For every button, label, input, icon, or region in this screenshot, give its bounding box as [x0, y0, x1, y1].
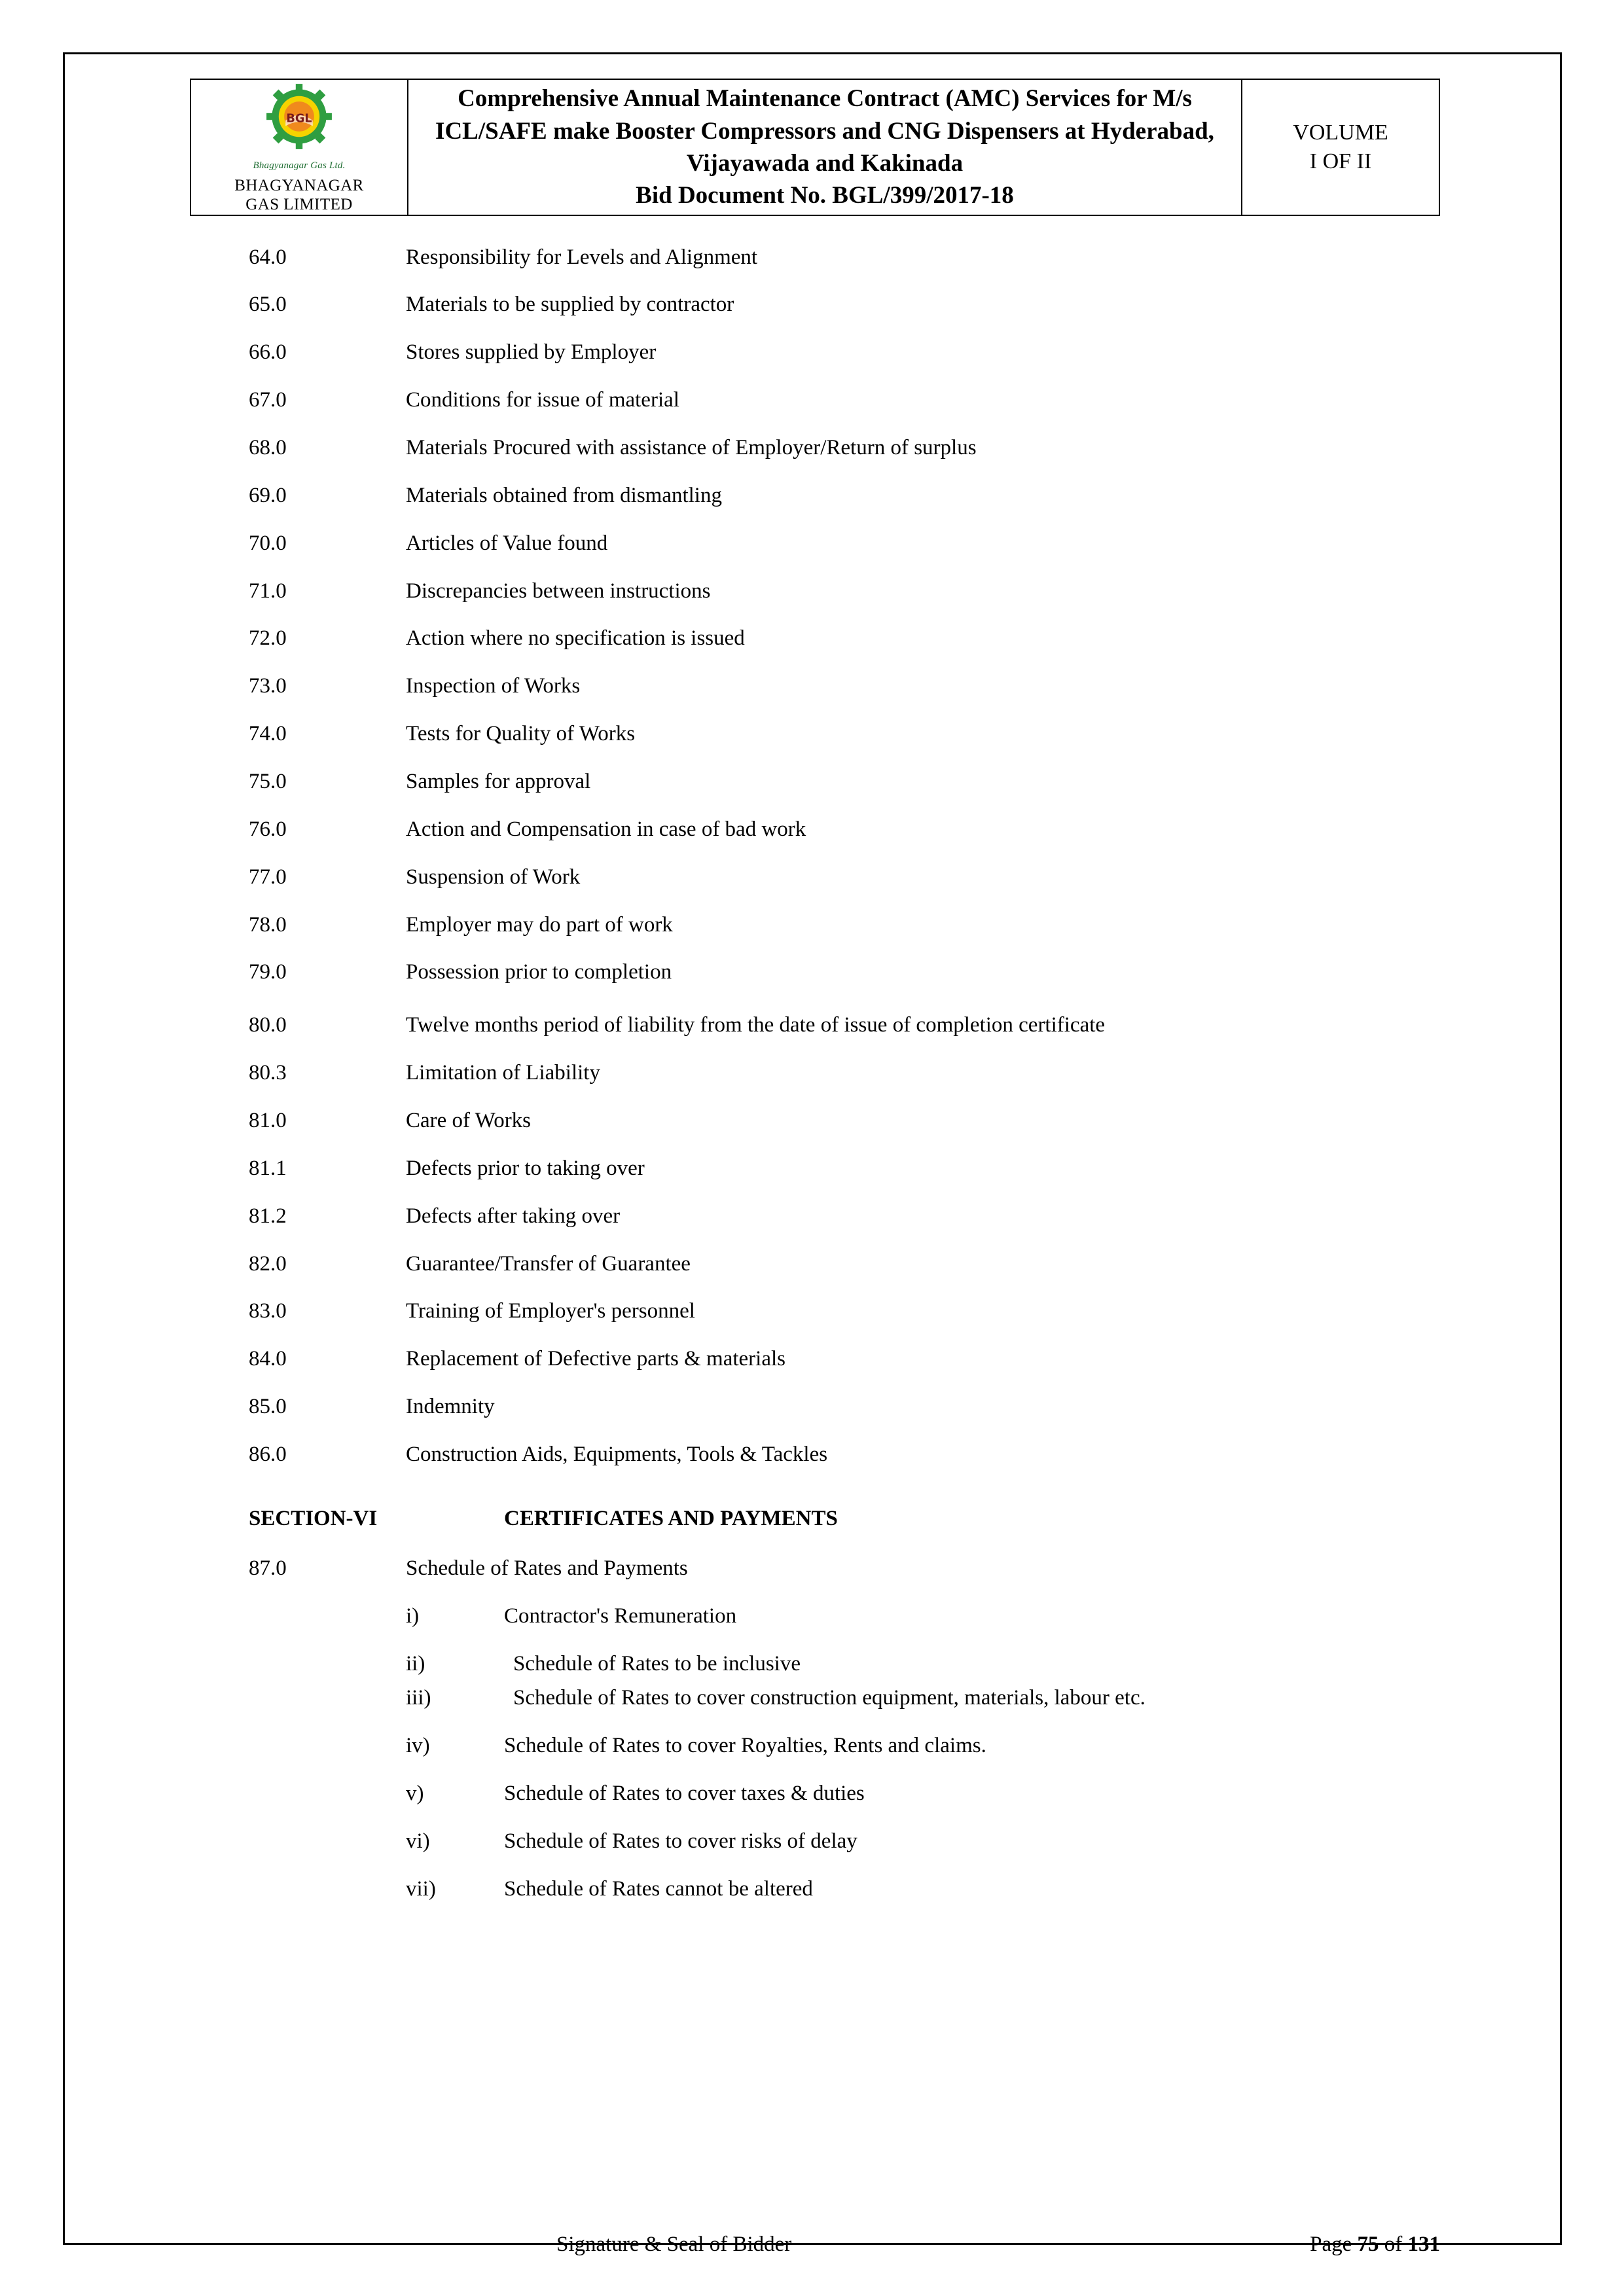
sub-item-marker: iv) [406, 1734, 430, 1758]
footer-of-word: of [1384, 2233, 1403, 2256]
toc-item-label: Materials obtained from dismantling [406, 483, 722, 507]
section-title: CERTIFICATES AND PAYMENTS [504, 1506, 838, 1530]
toc-item-label: Stores supplied by Employer [406, 340, 657, 365]
toc-item [190, 289, 1414, 320]
toc-item [190, 1439, 1414, 1470]
footer-page-indicator [1310, 2233, 1440, 2257]
page-footer [190, 2233, 1440, 2257]
toc-item [190, 671, 1414, 702]
sub-item-marker: ii) [406, 1651, 425, 1676]
toc-item-number: 71.0 [249, 579, 287, 603]
volume-line2: I OF II [1309, 149, 1372, 173]
toc-item-label: Twelve months period of liability from the date of issue of completion certificate [406, 1013, 1106, 1037]
toc-item-number: 69.0 [249, 483, 287, 507]
sub-item-marker: vi) [406, 1829, 430, 1853]
toc-item-label: Materials to be supplied by contractor [406, 293, 734, 317]
toc-item-label: Defects after taking over [406, 1204, 621, 1228]
footer-page-number: 75 [1357, 2233, 1379, 2256]
sub-item [190, 1601, 1414, 1632]
sub-item-label: Schedule of Rates to cover risks of delay [504, 1829, 857, 1853]
toc-item-label: Suspension of Work [406, 865, 581, 889]
toc-item [190, 385, 1414, 416]
header-logo-cell [190, 79, 408, 215]
toc-item-number: 77.0 [249, 865, 287, 889]
toc-item-number: 86.0 [249, 1442, 287, 1466]
sub-item-label: Schedule of Rates to cover construction equipment, materials, labour etc. [513, 1686, 1146, 1710]
svg-text:BGL: BGL [286, 112, 312, 126]
toc-item-label: Action and Compensation in case of bad work [406, 817, 806, 841]
section-heading [190, 1507, 1414, 1531]
toc-item [190, 957, 1414, 988]
section-number: SECTION-VI [249, 1506, 378, 1530]
toc-item-number: 73.0 [249, 674, 287, 698]
toc-item-label: Defects prior to taking over [406, 1156, 645, 1180]
toc-item-label: Conditions for issue of material [406, 388, 679, 412]
toc-item-number: 72.0 [249, 626, 287, 651]
header-title-cell [408, 79, 1242, 215]
sub-item [190, 1649, 1414, 1679]
toc-item-number: 83.0 [249, 1299, 287, 1323]
toc-item-number: 81.0 [249, 1108, 287, 1132]
toc-item [190, 1296, 1414, 1327]
sub-item-label: Schedule of Rates to cover taxes & duties [504, 1782, 865, 1806]
toc-item-label: Employer may do part of work [406, 912, 673, 937]
toc-item [190, 814, 1414, 845]
toc-item [190, 337, 1414, 368]
toc-item [190, 480, 1414, 511]
toc-item-label: Training of Employer's personnel [406, 1299, 695, 1323]
toc-item-number: 75.0 [249, 769, 287, 793]
toc-item [190, 719, 1414, 749]
page-content [190, 79, 1440, 1922]
toc-item-number: 67.0 [249, 388, 287, 412]
company-logo [191, 80, 407, 215]
toc-item-label: Guarantee/Transfer of Guarantee [406, 1251, 691, 1276]
sub-item-label: Schedule of Rates to cover Royalties, Rents and claims. [504, 1734, 986, 1758]
toc-item [190, 862, 1414, 893]
toc-item-number: 87.0 [249, 1556, 287, 1580]
sub-item-marker: iii) [406, 1686, 431, 1710]
volume-line1: VOLUME [1293, 120, 1388, 145]
toc-item-number: 80.0 [249, 1013, 287, 1037]
footer-signature-label: Signature & Seal of Bidder [556, 2233, 792, 2256]
toc-item-number: 79.0 [249, 960, 287, 984]
sub-item [190, 1731, 1414, 1761]
table-of-contents [190, 242, 1414, 1905]
sub-item-marker: i) [406, 1604, 420, 1628]
toc-item [190, 1105, 1414, 1136]
toc-item [190, 1391, 1414, 1422]
sub-item-label: Schedule of Rates to be inclusive [513, 1651, 801, 1676]
toc-item-number: 76.0 [249, 817, 287, 841]
header-table [190, 79, 1440, 216]
sub-item [190, 1826, 1414, 1857]
logo-tagline: Bhagyanagar Gas Ltd. [253, 160, 346, 171]
toc-item-label: Tests for Quality of Works [406, 722, 636, 746]
toc-item-label: Indemnity [406, 1395, 495, 1419]
toc-item-label: Materials Procured with assistance of Employer/Return of surplus [406, 435, 977, 459]
toc-item-label: Possession prior to completion [406, 960, 672, 984]
toc-item [190, 433, 1414, 463]
toc-item-number: 70.0 [249, 531, 287, 555]
toc-item-label: Limitation of Liability [406, 1061, 600, 1085]
toc-item-label: Action where no specification is issued [406, 626, 745, 651]
toc-item-label: Replacement of Defective parts & materials [406, 1347, 785, 1371]
toc-item-number: 65.0 [249, 293, 287, 317]
toc-item-label: Discrepancies between instructions [406, 579, 711, 603]
toc-item-label: Articles of Value found [406, 531, 608, 555]
toc-item-number: 81.2 [249, 1204, 287, 1228]
sub-item [190, 1683, 1414, 1713]
toc-item-number: 66.0 [249, 340, 287, 365]
toc-item-number: 78.0 [249, 912, 287, 937]
sub-item-marker: v) [406, 1782, 424, 1806]
toc-item [190, 910, 1414, 941]
sub-item-label: Schedule of Rates cannot be altered [504, 1876, 813, 1901]
toc-item-label: Responsibility for Levels and Alignment [406, 245, 758, 269]
toc-item [190, 766, 1414, 797]
toc-item-number: 81.1 [249, 1156, 287, 1180]
toc-item [190, 1249, 1414, 1280]
toc-item [190, 242, 1414, 273]
toc-item [190, 1201, 1414, 1232]
toc-item [190, 1010, 1414, 1041]
toc-item-number: 82.0 [249, 1251, 287, 1276]
toc-item [190, 1153, 1414, 1184]
toc-item [190, 1058, 1414, 1088]
sub-item-label: Contractor's Remuneration [504, 1604, 737, 1628]
toc-item [190, 528, 1414, 559]
footer-page-word: Page [1310, 2233, 1352, 2256]
toc-item-number: 84.0 [249, 1347, 287, 1371]
header-volume-cell [1242, 79, 1439, 215]
toc-item [190, 576, 1414, 607]
company-name-line2: GAS LIMITED [245, 195, 353, 213]
sub-item-marker: vii) [406, 1876, 436, 1901]
company-name-line1: BHAGYANAGAR [234, 177, 364, 194]
sub-item [190, 1874, 1414, 1905]
toc-item [190, 623, 1414, 654]
document-title: Comprehensive Annual Maintenance Contract (AMC) Services for M/s ICL/SAFE make Booster Compressors and CNG Dispensers at Hyderabad, Vijayawada and Kakinada [435, 85, 1214, 177]
toc-item-number: 64.0 [249, 245, 287, 269]
toc-item-label: Samples for approval [406, 769, 591, 793]
bid-document-number: Bid Document No. BGL/399/2017-18 [636, 181, 1014, 209]
gear-logo-icon [250, 80, 348, 164]
toc-item-label: Inspection of Works [406, 674, 581, 698]
toc-item-number: 74.0 [249, 722, 287, 746]
toc-item-label: Schedule of Rates and Payments [406, 1556, 688, 1580]
toc-item [190, 1344, 1414, 1374]
toc-item-number: 68.0 [249, 435, 287, 459]
footer-total-pages: 131 [1407, 2233, 1440, 2256]
toc-item [190, 1553, 1414, 1584]
toc-item-label: Care of Works [406, 1108, 532, 1132]
sub-item [190, 1778, 1414, 1809]
toc-item-number: 80.3 [249, 1061, 287, 1085]
toc-item-label: Construction Aids, Equipments, Tools & Tackles [406, 1442, 828, 1466]
toc-item-number: 85.0 [249, 1395, 287, 1419]
